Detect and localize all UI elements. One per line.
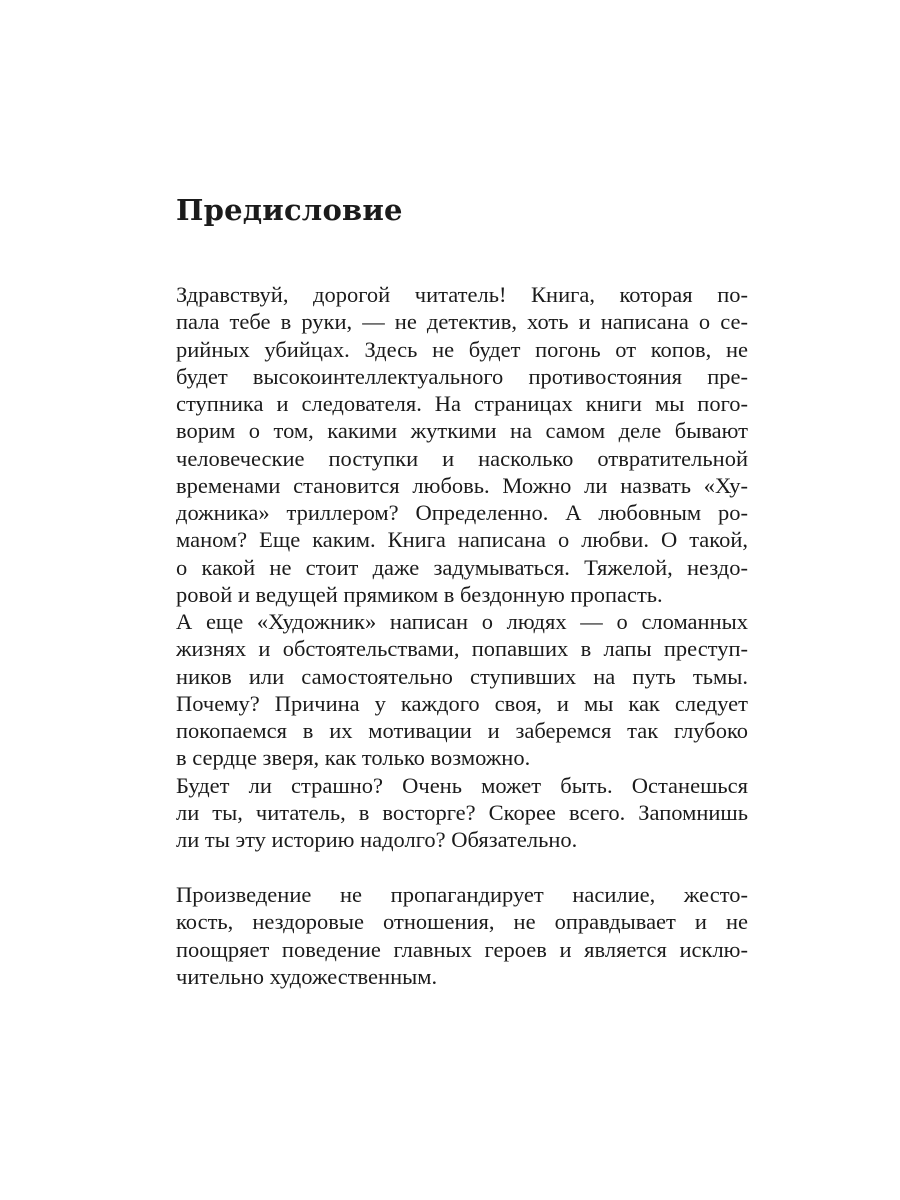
disclaimer-paragraph xyxy=(176,881,748,990)
text-line: ворим о том, какими жуткими на самом деле бывают xyxy=(176,418,748,444)
text-line: человеческие поступки и насколько отвратительной xyxy=(176,445,748,471)
text-line: Здравствуй, дорогой читатель! Книга, которая по- xyxy=(176,282,748,307)
text-line: кость, нездоровые отношения, не оправдывает и не xyxy=(176,909,748,935)
text-line: будет высокоинтеллектуального противостояния пре- xyxy=(176,363,748,389)
text-line: о какой не стоит даже задумываться. Тяжелой, нездо- xyxy=(176,554,748,580)
text-line: ли ты эту историю надолго? Обязательно. xyxy=(176,827,578,852)
text-line: Почему? Причина у каждого своя, и мы как следует xyxy=(176,690,748,716)
paragraph-3 xyxy=(176,772,748,854)
preface-body xyxy=(176,281,748,853)
paragraph-1 xyxy=(176,281,748,608)
page-title: Предисловие xyxy=(176,193,403,227)
text-line: ступника и следователя. На страницах книги мы пого- xyxy=(176,391,748,416)
text-line: ников или самостоятельно ступивших на путь тьмы. xyxy=(176,663,748,689)
text-line: дожника» триллером? Определенно. А любовным ро- xyxy=(176,500,748,525)
text-line: временами становится любовь. Можно ли назвать «Ху- xyxy=(176,472,748,498)
text-line: маном? Еще каким. Книга написана о любви. О такой, xyxy=(176,527,748,553)
paragraph-2 xyxy=(176,608,748,772)
text-line: Будет ли страшно? Очень может быть. Останешься xyxy=(176,772,748,798)
text-line: Произведение не пропагандирует насилие, жесто- xyxy=(176,882,748,907)
text-line: ровой и ведущей прямиком в бездонную пропасть. xyxy=(176,581,663,607)
text-line: поощряет поведение главных героев и является исклю- xyxy=(176,936,748,962)
text-line: покопаемся в их мотивации и заберемся так глубоко xyxy=(176,718,748,743)
text-line: в сердце зверя, как только возможно. xyxy=(176,745,531,771)
text-line: жизнях и обстоятельствами, попавших в лапы преступ- xyxy=(176,636,748,662)
text-line: ли ты, читатель, в восторге? Скорее всего. Запомнишь xyxy=(176,799,748,825)
disclaimer-body xyxy=(176,881,748,990)
text-line: А еще «Художник» написан о людях — о сломанных xyxy=(176,609,748,634)
text-line: чительно художественным. xyxy=(176,963,438,989)
text-line: пала тебе в руки, — не детектив, хоть и написана о се- xyxy=(176,309,748,335)
text-line: рийных убийцах. Здесь не будет погонь от копов, не xyxy=(176,336,748,362)
